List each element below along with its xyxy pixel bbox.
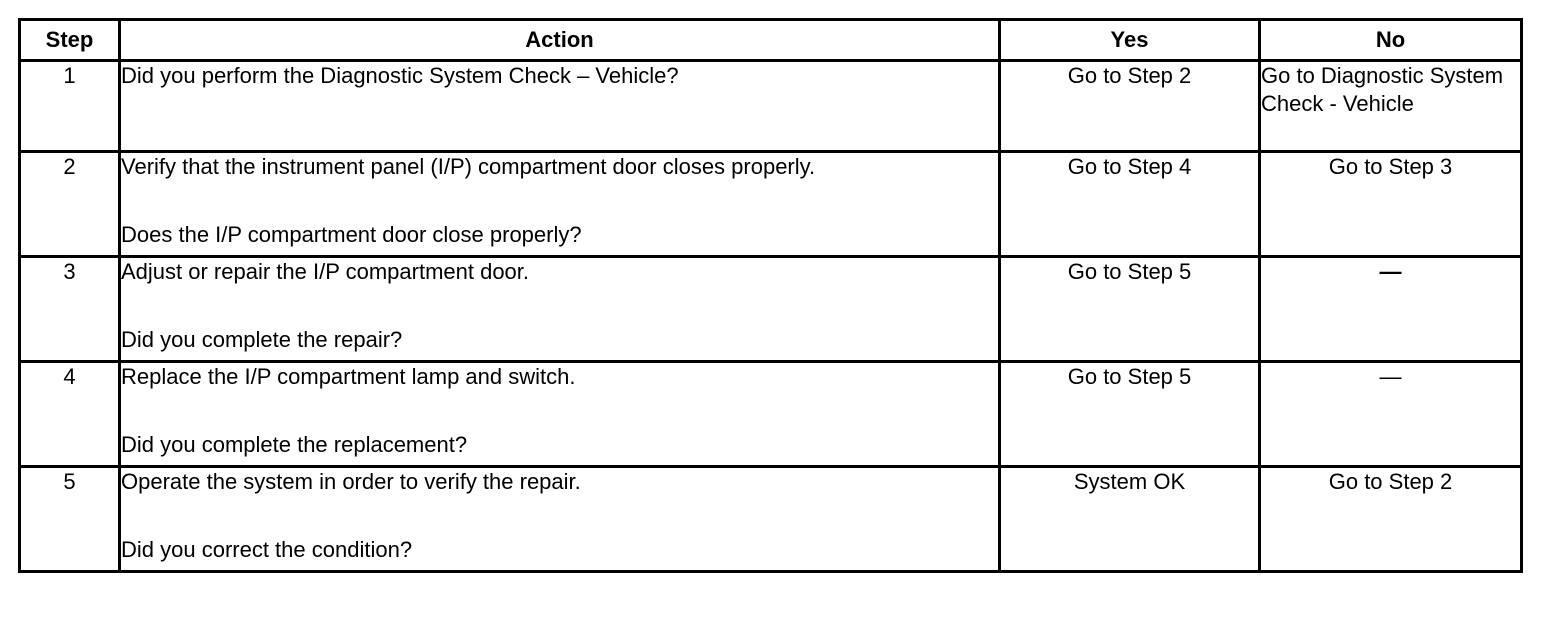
- no-cell: —: [1260, 257, 1522, 362]
- action-question: Did you correct the condition?: [121, 537, 413, 562]
- action-question: Did you complete the replacement?: [121, 432, 468, 457]
- yes-cell: Go to Step 5: [1000, 257, 1260, 362]
- action-cell: [120, 467, 1000, 572]
- table-row: [20, 152, 1522, 257]
- no-cell: —: [1260, 362, 1522, 467]
- action-instruction: Operate the system in order to verify the repair.: [121, 469, 581, 494]
- action-cell: [120, 152, 1000, 257]
- header-step: Step: [20, 20, 120, 61]
- no-cell: Go to Step 3: [1260, 152, 1522, 257]
- header-no: No: [1260, 20, 1522, 61]
- yes-cell: Go to Step 5: [1000, 362, 1260, 467]
- step-number: 5: [20, 467, 120, 572]
- action-question: Does the I/P compartment door close properly?: [121, 222, 582, 247]
- step-number: 1: [20, 61, 120, 152]
- action-question: Did you perform the Diagnostic System Check – Vehicle?: [121, 63, 679, 88]
- header-row: [20, 20, 1522, 61]
- no-cell: Go to Step 2: [1260, 467, 1522, 572]
- table-row: [20, 467, 1522, 572]
- yes-cell: Go to Step 4: [1000, 152, 1260, 257]
- no-cell: Go to Diagnostic System Check - Vehicle: [1260, 61, 1522, 152]
- action-instruction: Adjust or repair the I/P compartment door.: [121, 259, 530, 284]
- action-cell: [120, 362, 1000, 467]
- step-number: 4: [20, 362, 120, 467]
- step-number: 3: [20, 257, 120, 362]
- header-action: Action: [120, 20, 1000, 61]
- header-yes: Yes: [1000, 20, 1260, 61]
- action-question: Did you complete the repair?: [121, 327, 403, 352]
- table-row: [20, 362, 1522, 467]
- table-row: [20, 61, 1522, 152]
- yes-cell: Go to Step 2: [1000, 61, 1260, 152]
- diagnostic-table: [18, 18, 1523, 573]
- yes-cell: System OK: [1000, 467, 1260, 572]
- action-instruction: Replace the I/P compartment lamp and switch.: [121, 364, 576, 389]
- action-cell: [120, 257, 1000, 362]
- action-instruction: Verify that the instrument panel (I/P) compartment door closes properly.: [121, 154, 816, 179]
- action-cell: [120, 61, 1000, 152]
- table-row: [20, 257, 1522, 362]
- step-number: 2: [20, 152, 120, 257]
